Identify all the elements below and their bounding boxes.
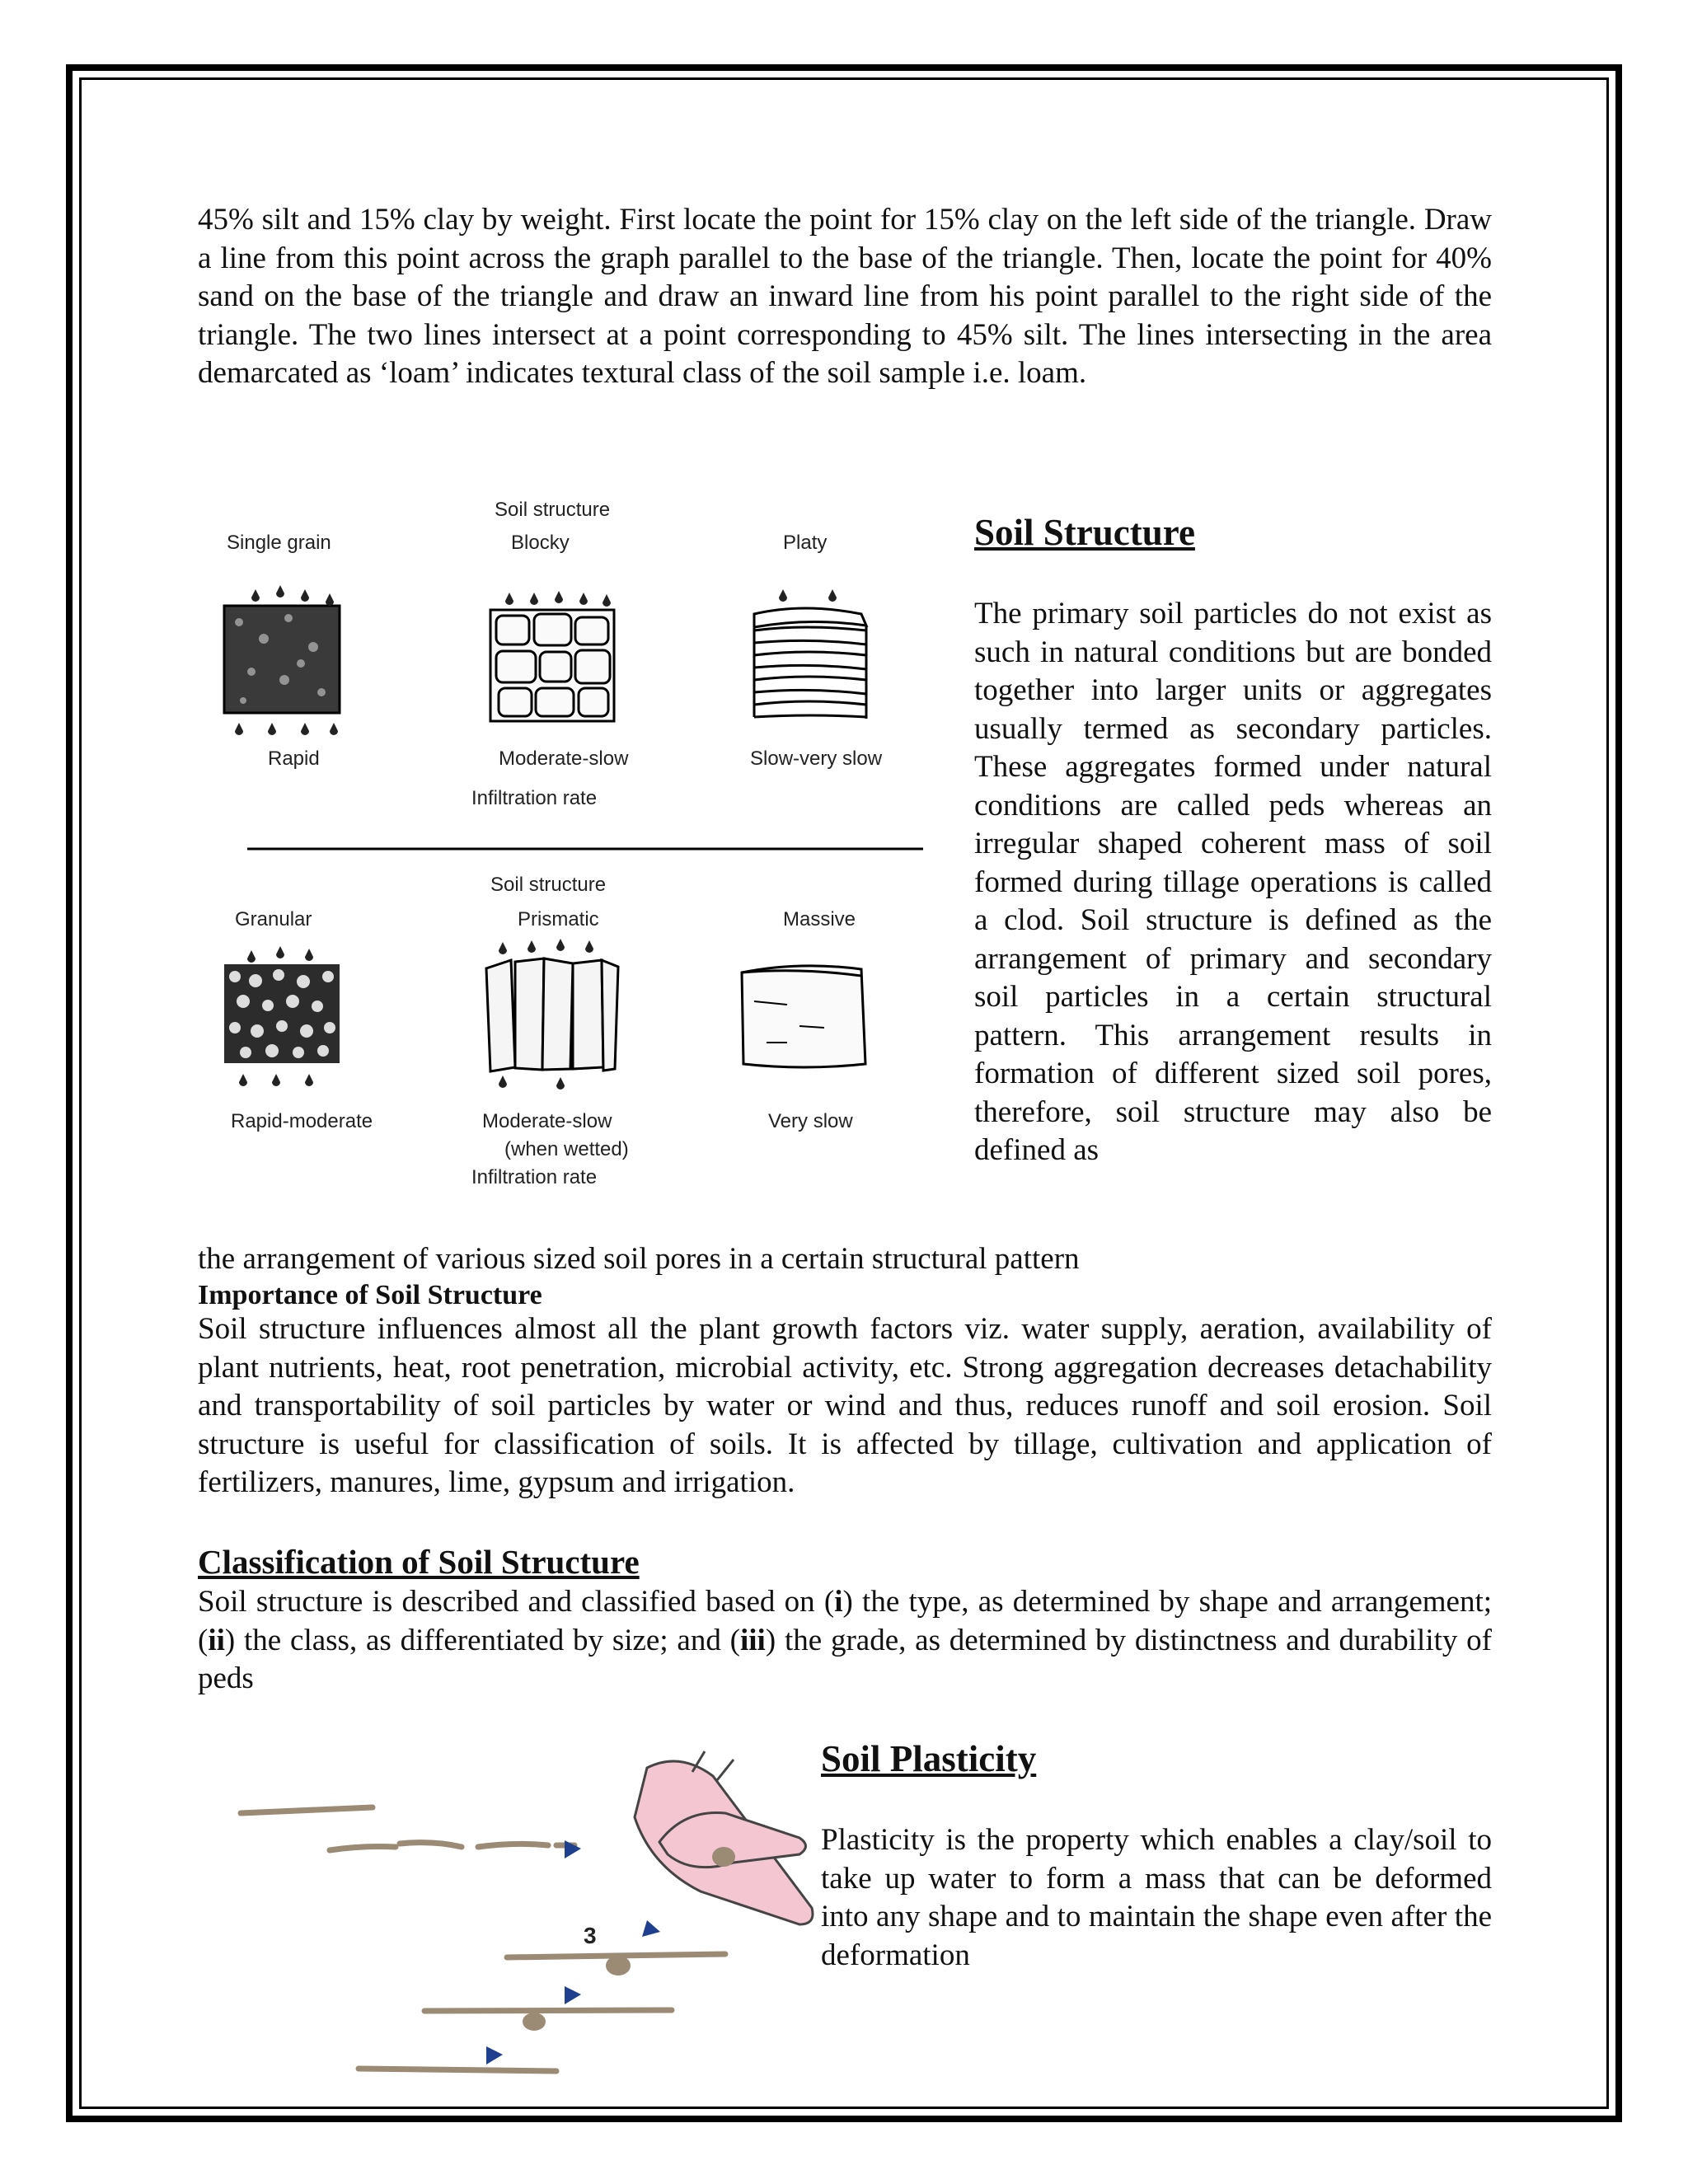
soil-structure-paragraph-continued: the arrangement of various sized soil pores in a certain structural pattern <box>198 1242 1080 1276</box>
blocky-rate: Moderate-slow <box>499 748 629 770</box>
prismatic-illustration <box>486 939 618 1090</box>
soil-structure-illustrations <box>206 507 931 1199</box>
plasticity-illustration <box>231 1735 824 2097</box>
importance-heading: Importance of Soil Structure <box>198 1280 542 1310</box>
hands-icon <box>635 1751 813 1924</box>
classification-marker-ii: ii <box>208 1623 225 1657</box>
soil-plasticity-heading: Soil Plasticity <box>821 1738 1037 1779</box>
direction-arrows <box>486 1840 660 2064</box>
classification-text-3: ) the class, as differentiated by size; and ( <box>224 1623 740 1657</box>
blocky-illustration <box>490 591 614 721</box>
intro-paragraph: 45% silt and 15% clay by weight. First locate the point for 15% clay on the left side of the triangle. Draw a line from this point across the graph parallel to the base of the triangle. Then, locate the point for 40% sand on the base of the triangle and draw an inward line from his point parallel to the right side of the triangle. The two lines intersect at a point corresponding to 45% silt. The lines intersecting in the area demarcated as ‘loam’ indicates textural class of the soil sample i.e. loam. <box>198 203 1492 390</box>
platy-label: Platy <box>783 532 828 554</box>
classification-marker-iii: iii <box>739 1623 766 1657</box>
bottom-group-label: Soil structure <box>490 874 607 896</box>
massive-rate: Very slow <box>768 1110 853 1132</box>
top-infiltration-caption: Infiltration rate <box>471 787 598 809</box>
soil-structure-heading: Soil Structure <box>974 512 1195 553</box>
classification-marker-i: i <box>834 1585 843 1619</box>
single-grain-rate: Rapid <box>268 748 320 770</box>
massive-illustration <box>742 966 865 1067</box>
soil-structure-figure <box>206 499 931 1199</box>
single-grain-illustration <box>224 585 340 735</box>
bottom-infiltration-caption: Infiltration rate <box>471 1166 598 1188</box>
platy-illustration <box>754 589 866 719</box>
granular-label: Granular <box>235 908 312 930</box>
prismatic-label: Prismatic <box>518 908 599 930</box>
massive-label: Massive <box>783 908 856 930</box>
prismatic-rate-note: (when wetted) <box>504 1138 629 1160</box>
single-grain-label: Single grain <box>227 532 331 554</box>
classification-paragraph <box>198 1583 1492 1699</box>
classification-text-2: ) the type, as determined by shape and arrangement; ( <box>198 1585 1492 1657</box>
prismatic-rate: Moderate-slow <box>482 1110 612 1132</box>
step-number: 3 <box>584 1923 597 1948</box>
classification-text-4: ) the grade, as determined by distinctness and durability of peds <box>198 1623 1492 1695</box>
soil-structure-paragraph: The primary soil particles do not exist as such in natural conditions but are bonded together into larger units or aggregates usually termed as secondary particles. These aggregates formed under natural conditions are called peds whereas an irregular shaped coherent mass of soil formed during tillage operations is called a clod. Soil structure is defined as the arrangement of primary and secondary soil particles in a certain structural pattern. This arrangement results in formation of different sized soil pores, therefore, soil structure may also be defined as <box>974 597 1492 1167</box>
top-group-label: Soil structure <box>495 499 611 521</box>
soil-ball-in-hand <box>712 1847 735 1867</box>
classification-heading: Classification of Soil Structure <box>198 1543 640 1581</box>
platy-rate: Slow-very slow <box>750 748 883 770</box>
soil-plasticity-paragraph: Plasticity is the property which enables a clay/soil to take up water to form a mass that can be deformed into any shape and to maintain the shape even after the deformation <box>821 1823 1492 1972</box>
granular-illustration <box>224 946 340 1086</box>
importance-paragraph: Soil structure influences almost all the plant growth factors viz. water supply, aeration, availability of plant nutrients, heat, root penetration, microbial activity, etc. Strong aggregation decreases detachability and transportability of soil particles by water or wind and thus, reduces runoff and soil erosion. Soil structure is useful for classification of soils. It is affected by tillage, cultivation and application of fertilizers, manures, lime, gypsum and irrigation. <box>198 1312 1492 1499</box>
soil-plasticity-figure <box>231 1735 824 2097</box>
classification-text-1: Soil structure is described and classified based on ( <box>198 1585 835 1619</box>
granular-rate: Rapid-moderate <box>231 1110 373 1132</box>
blocky-label: Blocky <box>511 532 570 554</box>
